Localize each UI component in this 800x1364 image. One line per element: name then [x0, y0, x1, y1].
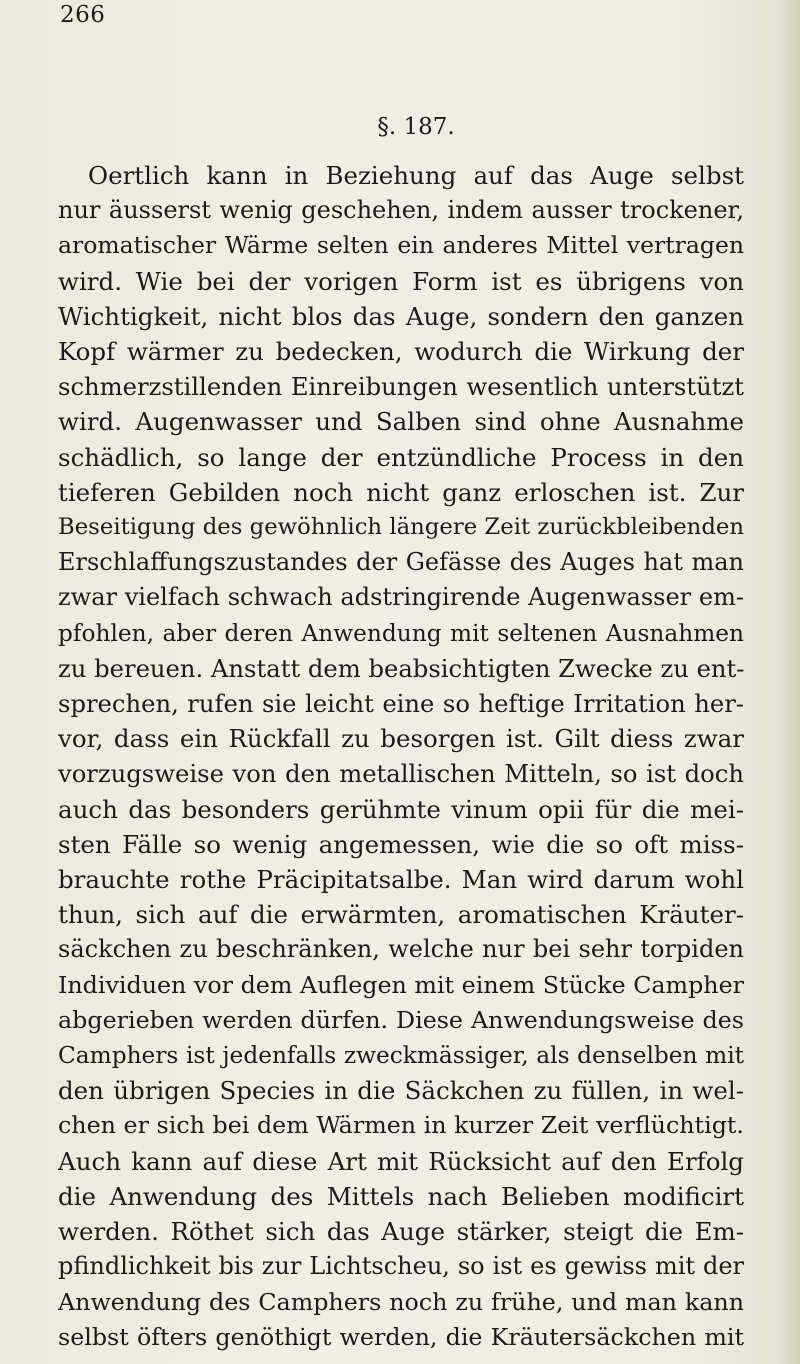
text-line: säckchen zu beschränken, welche nur bei sehr torpiden — [58, 935, 744, 964]
page-edge-shadow — [778, 0, 800, 1364]
text-line: zwar vielfach schwach adstringirende Augenwasser em- — [58, 583, 744, 612]
text-line: die Anwendung des Mittels nach Belieben modificirt — [58, 1181, 744, 1211]
text-line: Auch kann auf diese Art mit Rücksicht auf den Erfolg — [58, 1146, 744, 1176]
text-line: Wichtigkeit, nicht blos das Auge, sondern den ganzen — [58, 301, 744, 331]
text-line: tieferen Gebilden noch nicht ganz erloschen ist. Zur — [58, 477, 744, 507]
text-line: vorzugsweise von den metallischen Mitteln, so ist doch — [58, 759, 744, 789]
text-line: aromatischer Wärme selten ein anderes Mittel vertragen — [58, 231, 744, 260]
text-line: pfohlen, aber deren Anwendung mit seltenen Ausnahmen — [58, 619, 744, 647]
text-line: vor, dass ein Rückfall zu besorgen ist. Gilt diess zwar — [58, 724, 744, 754]
text-line: sten Fälle so wenig angemessen, wie die so oft miss- — [58, 829, 744, 859]
text-line: thun, sich auf die erwärmten, aromatischen Kräuter- — [58, 900, 744, 930]
text-line: auch das besonders gerühmte vinum opii für die mei- — [58, 794, 744, 824]
text-line: brauchte rothe Präcipitatsalbe. Man wird darum wohl — [58, 865, 744, 895]
page-number: 266 — [60, 2, 106, 28]
text-line: pfindlichkeit bis zur Lichtscheu, so ist es gewiss mit der — [58, 1252, 744, 1281]
text-line: wird. Wie bei der vorigen Form ist es übrigens von — [58, 266, 744, 296]
text-line: Individuen vor dem Auflegen mit einem Stücke Campher — [58, 970, 744, 999]
text-line: Oertlich kann in Beziehung auf das Auge selbst — [88, 161, 744, 190]
text-line: Erschlaffungszustandes der Gefässe des Auges hat man — [58, 548, 744, 577]
text-line: selbst öfters genöthigt werden, die Kräutersäckchen mit — [58, 1322, 744, 1351]
text-line: chen er sich bei dem Wärmen in kurzer Zeit verflüchtigt. — [58, 1111, 744, 1140]
text-line: zu bereuen. Anstatt dem beabsichtigten Zwecke zu ent- — [58, 653, 744, 683]
text-line: den übrigen Species in die Säckchen zu füllen, in wel- — [58, 1076, 744, 1106]
text-line: abgerieben werden dürfen. Diese Anwendungsweise des — [58, 1005, 744, 1034]
text-line: werden. Röthet sich das Auge stärker, steigt die Em- — [58, 1217, 744, 1247]
body-paragraph — [58, 158, 744, 1355]
text-line: wird. Augenwasser und Salben sind ohne Ausnahme — [58, 407, 744, 437]
text-line: Kopf wärmer zu bedecken, wodurch die Wirkung der — [58, 337, 744, 367]
text-line: nur äusserst wenig geschehen, indem ausser trockener, — [58, 196, 744, 225]
text-line: Beseitigung des gewöhnlich längere Zeit zurückbleibenden — [58, 514, 744, 541]
text-line: schädlich, so lange der entzündliche Process in den — [58, 442, 744, 472]
section-heading: §. 187. — [377, 114, 455, 140]
text-line: Camphers ist jedenfalls zweckmässiger, als denselben mit — [58, 1042, 744, 1070]
text-line: sprechen, rufen sie leicht eine so heftige Irritation her- — [58, 689, 744, 719]
text-line: schmerzstillenden Einreibungen wesentlich unterstützt — [58, 372, 744, 402]
text-line: Anwendung des Camphers noch zu frühe, und man kann — [58, 1287, 744, 1316]
